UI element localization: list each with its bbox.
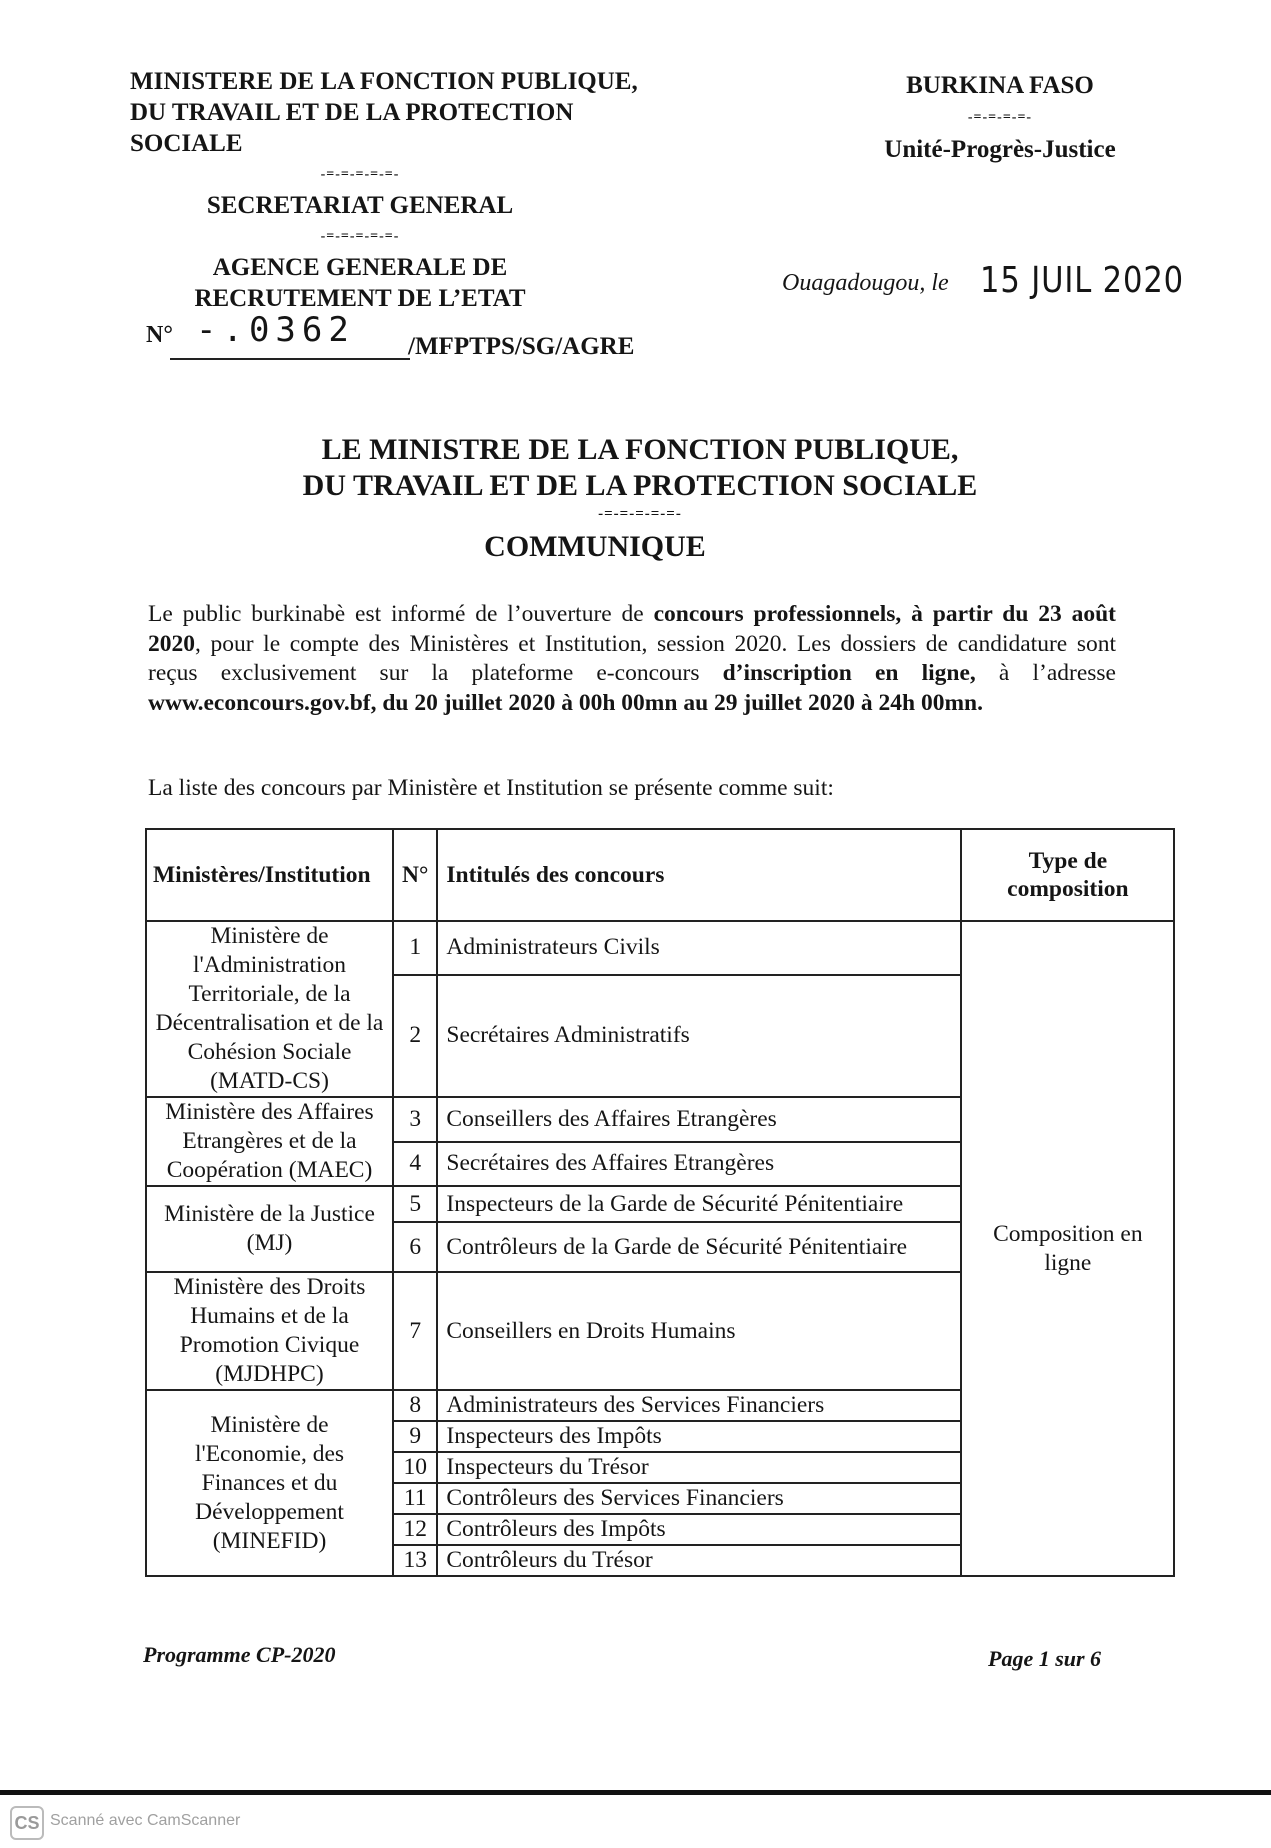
- secretariat-name: SECRETARIAT GENERAL: [206, 192, 514, 219]
- separator: -=-=-=-=-=-: [320, 229, 400, 244]
- ministry-cell: Ministère des Droits Humains et de la Promotion Civique (MJDHPC): [146, 1272, 393, 1390]
- row-number: 8: [393, 1390, 437, 1421]
- ministry-cell: Ministère de la Justice (MJ): [146, 1186, 393, 1272]
- row-number: 3: [393, 1097, 437, 1142]
- body-emphasis: d’inscription en ligne,: [722, 660, 976, 686]
- ministry-cell: Ministère de l'Administration Territoriale, de la Décentralisation et de la Cohésion Sociale (MATD-CS): [146, 921, 393, 1097]
- competitions-table: [145, 828, 1175, 1577]
- row-number: 5: [393, 1186, 437, 1222]
- communique-body: [148, 600, 1116, 718]
- page-number: Page 1 sur 6: [988, 1646, 1102, 1671]
- communique-heading: COMMUNIQUE: [484, 530, 706, 563]
- document-title: [250, 432, 1030, 524]
- header-intitule: Intitulés des concours: [437, 829, 961, 921]
- country-motto: Unité-Progrès-Justice: [884, 136, 1116, 163]
- separator: -=-=-=-=-=-: [598, 506, 682, 522]
- reference-number-stamp: -.0362: [196, 310, 355, 350]
- row-number: 10: [393, 1452, 437, 1483]
- scan-border: [0, 1790, 1271, 1795]
- agency-name-line-1: AGENCE GENERALE DE: [212, 254, 508, 281]
- competition-title: Inspecteurs du Trésor: [437, 1452, 961, 1483]
- title-line-2: DU TRAVAIL ET DE LA PROTECTION SOCIALE: [302, 469, 978, 502]
- date-stamp: 15 JUIL 2020: [980, 260, 1184, 301]
- row-number: 11: [393, 1483, 437, 1514]
- composition-type: Composition en ligne: [961, 921, 1174, 1576]
- body-text: à l’adresse: [975, 660, 1116, 686]
- table-header-row: [146, 829, 1174, 921]
- website-and-dates: www.econcours.gov.bf, du 20 juillet 2020 à 00h 00mn au 29 juillet 2020 à 24h 00mn.: [148, 689, 983, 716]
- ministry-cell: Ministère des Affaires Etrangères et de la Coopération (MAEC): [146, 1097, 393, 1186]
- row-number: 6: [393, 1222, 437, 1272]
- separator: -=-=-=-=-: [967, 110, 1033, 125]
- scanner-watermark: Scanné avec CamScanner: [50, 1812, 241, 1829]
- competition-title: Contrôleurs des Impôts: [437, 1514, 961, 1545]
- row-number: 4: [393, 1142, 437, 1187]
- competition-title: Inspecteurs des Impôts: [437, 1421, 961, 1452]
- body-text: , pour le compte des Ministères et Institution, session 2020. Les dossiers de candidature sont reçus exclusivement sur la plateforme e-concours: [148, 630, 1116, 686]
- separator: -=-=-=-=-=-: [320, 167, 400, 182]
- list-intro: La liste des concours par Ministère et Institution se présente comme suit:: [148, 775, 834, 801]
- competition-title: Inspecteurs de la Garde de Sécurité Pénitentiaire: [437, 1186, 961, 1222]
- row-number: 12: [393, 1514, 437, 1545]
- competition-title: Secrétaires des Affaires Etrangères: [437, 1142, 961, 1187]
- reference-underline: [170, 358, 410, 360]
- ministry-name-line-1: MINISTERE DE LA FONCTION PUBLIQUE,: [130, 68, 638, 95]
- body-text: Le public burkinabè est informé de l’ouverture de: [148, 601, 654, 627]
- camscanner-logo-icon: CS: [10, 1806, 44, 1840]
- header-type: Type de composition: [961, 829, 1174, 921]
- competition-title: Contrôleurs de la Garde de Sécurité Pénitentiaire: [437, 1222, 961, 1272]
- competition-title: Contrôleurs du Trésor: [437, 1545, 961, 1576]
- header-ministere: Ministères/Institution: [146, 829, 393, 921]
- competition-title: Conseillers en Droits Humains: [437, 1272, 961, 1390]
- competition-title: Administrateurs des Services Financiers: [437, 1390, 961, 1421]
- competition-title: Secrétaires Administratifs: [437, 975, 961, 1097]
- body-emphasis: concours professionnels, à partir du 23 août 2020: [148, 601, 1116, 657]
- row-number: 1: [393, 921, 437, 975]
- ministry-name-line-2: DU TRAVAIL ET DE LA PROTECTION SOCIALE: [130, 99, 574, 157]
- ministry-cell: Ministère de l'Economie, des Finances et du Développement (MINEFID): [146, 1390, 393, 1576]
- issuing-authority-block: [130, 66, 650, 314]
- row-number: 13: [393, 1545, 437, 1576]
- country-block: [860, 70, 1140, 166]
- competition-title: Administrateurs Civils: [437, 921, 961, 975]
- row-number: 9: [393, 1421, 437, 1452]
- program-label: Programme CP-2020: [143, 1642, 336, 1667]
- row-number: 2: [393, 975, 437, 1097]
- reference-suffix: /MFPTPS/SG/AGRE: [408, 333, 635, 360]
- agency-name-line-2: RECRUTEMENT DE L’ETAT: [194, 285, 526, 312]
- title-line-1: LE MINISTRE DE LA FONCTION PUBLIQUE,: [321, 433, 959, 466]
- table-row: [146, 921, 1174, 975]
- header-num: N°: [393, 829, 437, 921]
- competition-title: Conseillers des Affaires Etrangères: [437, 1097, 961, 1142]
- competition-title: Contrôleurs des Services Financiers: [437, 1483, 961, 1514]
- reference-prefix: N°: [146, 322, 173, 348]
- row-number: 7: [393, 1272, 437, 1390]
- date-place: Ouagadougou, le: [782, 270, 949, 296]
- country-name: BURKINA FASO: [906, 72, 1094, 99]
